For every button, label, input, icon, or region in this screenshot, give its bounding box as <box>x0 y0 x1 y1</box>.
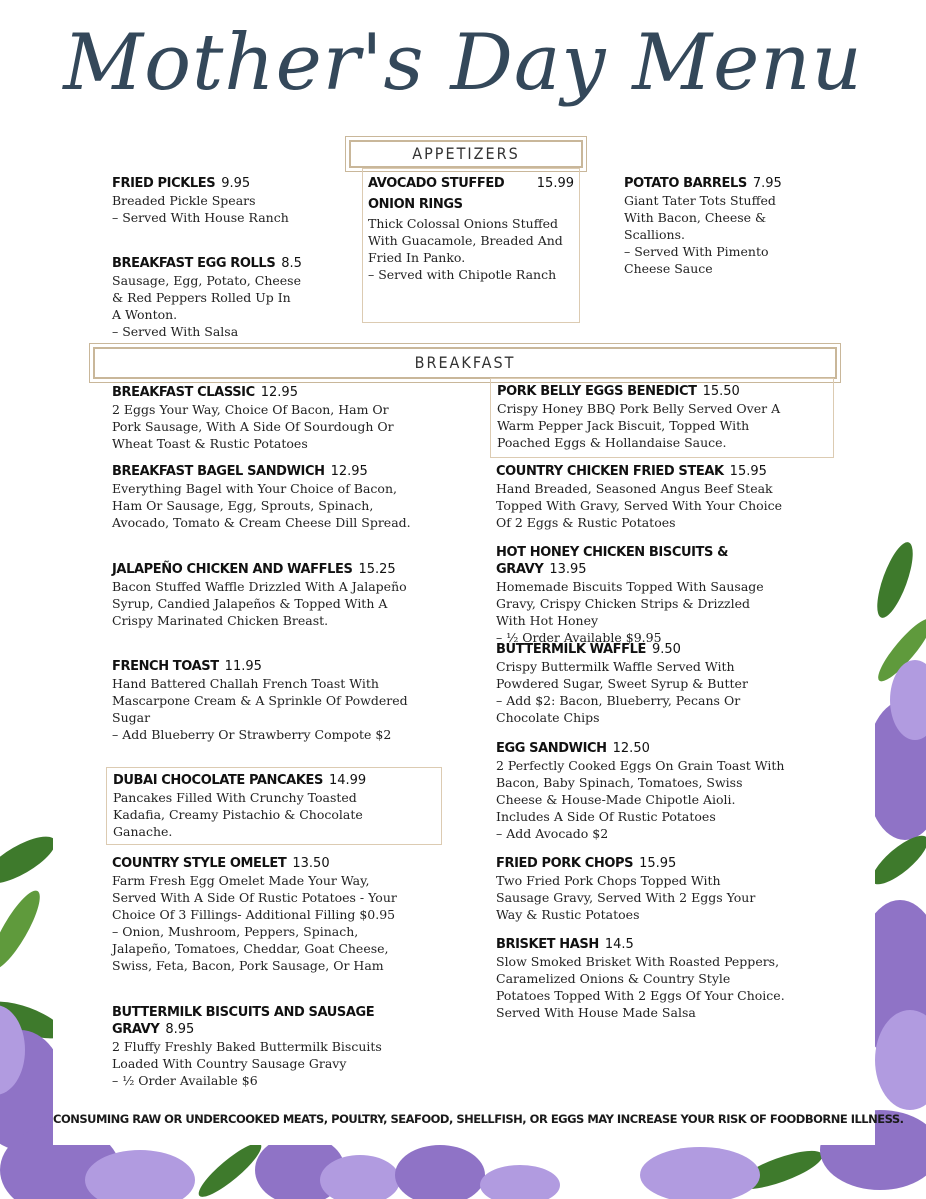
item-price: 9.50 <box>652 642 681 657</box>
item-price: 8.5 <box>281 256 302 271</box>
item-price: 15.25 <box>358 562 396 577</box>
item-name: COUNTRY STYLE OMELET <box>112 856 287 871</box>
menu-item <box>496 463 796 531</box>
item-name: PORK BELLY EGGS BENEDICT <box>497 384 697 399</box>
menu-item <box>496 641 796 726</box>
menu-item <box>112 658 412 743</box>
item-name: FRENCH TOAST <box>112 659 219 674</box>
menu-item-featured <box>362 168 580 323</box>
item-name: BUTTERMILK BISCUITS AND SAUSAGE GRAVY <box>112 1005 375 1037</box>
item-description: Hand Battered Challah French Toast With Mascarpone Cream & A Sprinkle Of Powdered Sugar – Add Blueberry Or Strawberry Compote $2 <box>112 676 408 742</box>
menu-item <box>112 1004 422 1089</box>
breakfast-header <box>93 347 837 379</box>
item-price: 12.95 <box>260 385 298 400</box>
item-name: BREAKFAST CLASSIC <box>112 385 255 400</box>
item-name: BREAKFAST BAGEL SANDWICH <box>112 464 325 479</box>
item-name: AVOCADO STUFFED ONION RINGS <box>368 176 505 212</box>
menu-item-featured <box>106 767 442 845</box>
item-price: 8.95 <box>165 1022 195 1037</box>
item-description: Slow Smoked Brisket With Roasted Peppers, Caramelized Onions & Country Style Potatoes Topped With 2 Eggs Of Your Choice. Served With House Made Salsa <box>496 954 785 1020</box>
menu-item <box>496 936 796 1021</box>
item-name: BREAKFAST EGG ROLLS <box>112 256 276 271</box>
menu-item <box>496 740 796 842</box>
item-description: Breaded Pickle Spears – Served With House Ranch <box>112 193 289 225</box>
appetizers-label: APPETIZERS <box>412 144 520 163</box>
menu-item <box>112 463 412 531</box>
item-name: HOT HONEY CHICKEN BISCUITS & GRAVY <box>496 545 729 577</box>
menu-item <box>112 255 302 340</box>
appetizers-header <box>349 140 583 168</box>
item-price: 15.95 <box>639 856 677 871</box>
menu-item-featured <box>490 378 834 458</box>
item-description: Giant Tater Tots Stuffed With Bacon, Cheese & Scallions. – Served With Pimento Cheese Sauce <box>624 193 776 276</box>
item-description: Crispy Buttermilk Waffle Served With Powdered Sugar, Sweet Syrup & Butter – Add $2: Bacon, Blueberry, Pecans Or Chocolate Chips <box>496 659 748 725</box>
breakfast-label: BREAKFAST <box>414 353 516 372</box>
item-description: Two Fried Pork Chops Topped With Sausage Gravy, Served With 2 Eggs Your Way & Rustic Potatoes <box>496 873 756 922</box>
item-price: 13.95 <box>549 562 587 577</box>
item-name: BRISKET HASH <box>496 937 599 952</box>
menu-item <box>112 384 412 452</box>
item-name: FRIED PORK CHOPS <box>496 856 634 871</box>
item-description: 2 Perfectly Cooked Eggs On Grain Toast With Bacon, Baby Spinach, Tomatoes, Swiss Cheese & House-Made Chipotle Aioli. Includes A Side Of Rustic Potatoes – Add Avocado $2 <box>496 758 785 841</box>
menu-item <box>112 855 402 974</box>
menu-item <box>112 561 412 629</box>
item-price: 12.95 <box>330 464 368 479</box>
item-name: DUBAI CHOCOLATE PANCAKES <box>113 773 323 788</box>
item-description: Farm Fresh Egg Omelet Made Your Way, Served With A Side Of Rustic Potatoes - Your Choice Of 3 Fillings- Additional Filling $0.95 – Onion, Mushroom, Peppers, Spinach, Jalapeño, Tomatoes, Cheddar, Goat Cheese, Swiss, Feta, Bacon, Pork Sausage, Or Ham <box>112 873 397 973</box>
item-description: Hand Breaded, Seasoned Angus Beef Steak Topped With Gravy, Served With Your Choice Of 2 Eggs & Rustic Potatoes <box>496 481 783 530</box>
item-name: FRIED PICKLES <box>112 176 216 191</box>
item-description: Homemade Biscuits Topped With Sausage Gravy, Crispy Chicken Strips & Drizzled With Hot Honey – ½ Order Available $9.95 <box>496 579 764 645</box>
item-name: BUTTERMILK WAFFLE <box>496 642 646 657</box>
item-description: Crispy Honey BBQ Pork Belly Served Over A Warm Pepper Jack Biscuit, Topped With Poached Eggs & Hollandaise Sauce. <box>497 401 781 450</box>
food-safety-disclaimer: CONSUMING RAW OR UNDERCOOKED MEATS, POULTRY, SEAFOOD, SHELLFISH, OR EGGS MAY INCREASE YOUR RISK OF FOODBORNE ILLNESS. <box>53 1112 904 1126</box>
item-price: 12.50 <box>612 741 650 756</box>
item-name: JALAPEÑO CHICKEN AND WAFFLES <box>112 562 353 577</box>
menu-item <box>624 175 804 277</box>
item-price: 13.50 <box>292 856 330 871</box>
item-price: 15.99 <box>536 176 574 191</box>
item-name: POTATO BARRELS <box>624 176 747 191</box>
item-price: 15.50 <box>702 384 740 399</box>
item-price: 14.5 <box>604 937 634 952</box>
menu-item <box>112 175 297 226</box>
menu-title: Mother's Day Menu <box>63 18 863 108</box>
item-price: 9.95 <box>221 176 251 191</box>
item-price: 14.99 <box>328 773 367 788</box>
item-name: EGG SANDWICH <box>496 741 607 756</box>
item-description: Sausage, Egg, Potato, Cheese & Red Peppers Rolled Up In A Wonton. – Served With Salsa <box>112 273 301 339</box>
item-description: Bacon Stuffed Waffle Drizzled With A Jalapeño Syrup, Candied Jalapeños & Topped With A Crispy Marinated Chicken Breast. <box>112 579 407 628</box>
menu-item <box>496 544 796 646</box>
item-description: Thick Colossal Onions Stuffed With Guacamole, Breaded And Fried In Panko. – Served with Chipotle Ranch <box>368 216 563 282</box>
item-price: 15.95 <box>729 464 767 479</box>
item-name: COUNTRY CHICKEN FRIED STEAK <box>496 464 724 479</box>
item-price: 7.95 <box>752 176 782 191</box>
menu-item <box>496 855 796 923</box>
item-price: 11.95 <box>224 659 262 674</box>
item-description: Pancakes Filled With Crunchy Toasted Kadafia, Creamy Pistachio & Chocolate Ganache. <box>113 790 363 839</box>
item-description: 2 Fluffy Freshly Baked Buttermilk Biscuits Loaded With Country Sausage Gravy – ½ Order Available $6 <box>112 1039 382 1088</box>
item-description: Everything Bagel with Your Choice of Bacon, Ham Or Sausage, Egg, Sprouts, Spinach, Avocado, Tomato & Cream Cheese Dill Spread. <box>112 481 411 530</box>
item-description: 2 Eggs Your Way, Choice Of Bacon, Ham Or Pork Sausage, With A Side Of Sourdough Or Wheat Toast & Rustic Potatoes <box>112 402 394 451</box>
